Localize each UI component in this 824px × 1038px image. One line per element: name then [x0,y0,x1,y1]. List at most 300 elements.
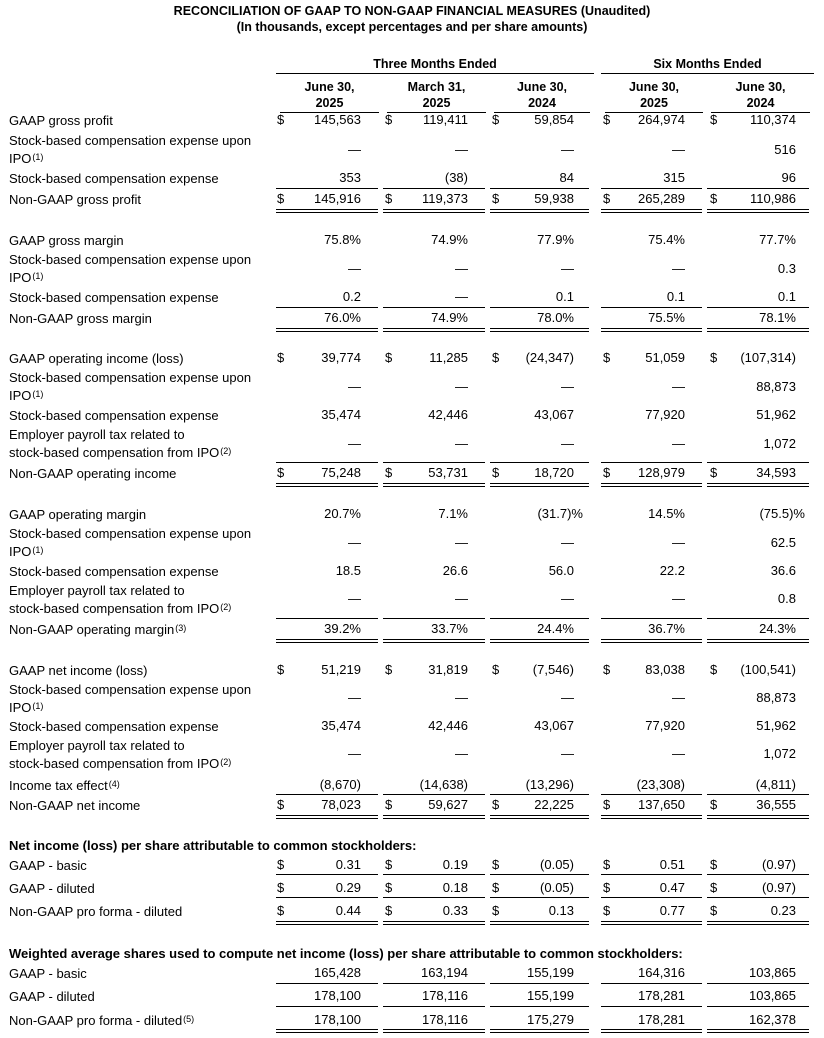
rule-line-double [276,924,378,925]
value-cell: 75.5% [648,310,685,325]
value-cell: 24.4% [537,621,574,636]
row-label-text: stock-based compensation from IPO [9,756,220,771]
value-cell: — [455,690,468,705]
row-label-two-line [9,582,271,618]
row-label-text: GAAP gross profit [9,113,113,128]
row-label-line1: Stock-based compensation expense upon [9,682,252,697]
column-header [494,79,590,113]
value-cell: (7,546) [532,662,574,677]
value-cell: 24.3% [759,621,796,636]
dollar-sign: $ [603,465,611,480]
value-cell: 516 [774,142,796,157]
value-cell: 353 [339,170,361,185]
value-cell: 36.7% [648,621,685,636]
rule-line-double [276,639,378,640]
value-cell: 1,072 [763,436,796,451]
row-label-text: GAAP - basic [9,858,87,873]
row-label-line2 [9,543,271,561]
row-label-text: stock-based compensation from IPO [9,601,220,616]
value-cell: — [455,535,468,550]
rule-line [276,983,378,984]
rule-line-double [707,642,809,643]
dollar-sign: $ [492,662,500,677]
rule-line [383,462,485,463]
row-label-text: GAAP - basic [9,966,87,981]
rule-line [276,1006,378,1007]
value-cell: 18.5 [335,563,361,578]
value-cell: — [348,746,361,761]
rule-line-double [276,1032,378,1033]
dollar-sign: $ [277,112,285,127]
row-label [9,857,271,875]
rule-line [601,188,702,189]
value-cell: 265,289 [638,191,685,206]
rule-line-double [490,331,589,332]
value-cell: 42,446 [428,718,468,733]
value-cell: 145,916 [314,191,361,206]
dollar-sign: $ [603,191,611,206]
rule-line-double [490,815,589,816]
value-cell: 0.33 [442,903,468,918]
rule-line-double [383,483,485,484]
rule-line-double [707,486,809,487]
value-cell: 11,285 [429,350,468,365]
value-cell: — [455,379,468,394]
dollar-sign: $ [603,880,611,895]
row-label-text: GAAP operating income (loss) [9,351,184,366]
dollar-sign: $ [277,350,285,365]
value-cell: 0.51 [659,857,685,872]
value-cell: 96 [781,170,796,185]
value-cell: 35,474 [321,718,361,733]
rule-line-double [383,331,485,332]
value-cell: 178,116 [421,988,468,1003]
value-cell: 77.9% [537,232,574,247]
value-cell: 88,873 [756,690,796,705]
footnote-marker: (1) [32,389,44,399]
dollar-sign: $ [385,465,393,480]
value-cell: 43,067 [534,718,574,733]
value-cell: 51,962 [756,718,796,733]
dollar-sign: $ [277,662,285,677]
value-cell: — [561,261,574,276]
rule-line-double [490,921,589,922]
rule-line-double [383,642,485,643]
row-label [9,232,271,250]
column-header-line2: 2025 [422,96,451,110]
value-cell: 103,865 [749,988,796,1003]
column-header-line1: June 30, [735,80,786,94]
dollar-sign: $ [492,857,500,872]
dollar-sign: $ [710,350,718,365]
value-cell: 53,731 [428,465,468,480]
value-cell: 178,281 [638,1012,685,1027]
rule-line-double [490,1032,589,1033]
rule-line-double [490,486,589,487]
rule-line-double [490,209,589,210]
rule-line [601,307,702,308]
value-cell: — [348,535,361,550]
value-cell: 110,374 [749,112,796,127]
dollar-sign: $ [492,797,500,812]
rule-line-double [276,818,378,819]
dollar-sign: $ [492,880,500,895]
row-label-text: Non-GAAP operating income [9,466,177,481]
rule-line-double [383,1032,485,1033]
rule-line-double [707,328,809,329]
value-cell: 77,920 [645,407,685,422]
row-label-text: IPO [9,151,32,166]
row-label-text: stock-based compensation from IPO [9,445,220,460]
rule-line [276,618,378,619]
footnote-marker: (1) [32,701,44,711]
dollar-sign: $ [385,880,393,895]
row-label-text: Stock-based compensation expense [9,564,219,579]
value-cell: 59,854 [534,112,574,127]
group-header-six-months: Six Months Ended [601,57,814,74]
value-cell: 77.7% [759,232,796,247]
value-cell: 0.18 [442,880,468,895]
report-title: RECONCILIATION OF GAAP TO NON-GAAP FINANCIAL MEASURES (Unaudited) [173,4,651,18]
value-cell: 0.47 [659,880,685,895]
rule-line-double [707,1032,809,1033]
value-cell: (38) [444,170,468,185]
group-header-three-months: Three Months Ended [276,57,594,74]
value-cell: 155,199 [527,988,574,1003]
value-cell: 0.77 [659,903,685,918]
rule-line [276,897,378,898]
value-cell: — [455,746,468,761]
footnote-marker: (2) [220,446,232,456]
rule-line [383,1006,485,1007]
row-label-text: IPO [9,388,32,403]
rule-line-double [601,818,702,819]
value-cell: 7.1% [438,506,468,521]
value-cell: — [348,142,361,157]
rule-line-double [276,921,378,922]
row-label-line2 [9,269,271,287]
column-header-line1: June 30, [628,80,680,94]
rule-line [707,462,809,463]
rule-line-double [490,212,589,213]
value-cell: (4,811) [755,777,796,792]
row-label-line1: Stock-based compensation expense upon [9,526,252,541]
dollar-sign: $ [277,857,285,872]
rule-line [490,897,589,898]
row-label [9,407,271,425]
dollar-sign: $ [710,112,718,127]
dollar-sign: $ [603,662,611,677]
column-header-line2: 2024 [528,96,556,110]
value-cell: (100,541) [740,662,796,677]
dollar-sign: $ [603,112,611,127]
value-cell: 51,059 [645,350,685,365]
dollar-sign: $ [710,857,718,872]
value-cell: 22.2 [659,563,685,578]
value-cell: 315 [663,170,685,185]
dollar-sign: $ [385,191,393,206]
value-cell: 51,219 [321,662,361,677]
rule-line-double [707,483,809,484]
value-cell: 26.6 [442,563,468,578]
rule-line-double [707,1029,809,1030]
row-label-line2 [9,444,271,462]
value-cell: (31.7)% [537,506,583,521]
row-label-line2 [9,600,271,618]
value-cell: 74.9% [431,310,468,325]
rule-line-double [383,818,485,819]
value-cell: 0.3 [777,261,796,276]
row-label [9,662,271,680]
rule-line [707,983,809,984]
value-cell: — [348,436,361,451]
value-cell: (24,347) [525,350,574,365]
rule-line-double [601,642,702,643]
dollar-sign: $ [710,797,718,812]
row-label-text: IPO [9,270,32,285]
row-label-two-line [9,369,271,405]
rule-line-double [276,212,378,213]
row-label [9,797,271,815]
value-cell: 103,865 [749,965,796,980]
rule-line [276,188,378,189]
rule-line-double [276,209,378,210]
value-cell: 0.2 [342,289,361,304]
rule-line-double [707,209,809,210]
value-cell: — [672,591,685,606]
rule-line [707,1006,809,1007]
section-heading-eps: Net income (loss) per share attributable to common stockholders: [9,838,417,853]
rule-line [601,462,702,463]
dollar-sign: $ [277,191,285,206]
rule-line [707,897,809,898]
rule-line-double [383,921,485,922]
rule-line [601,874,702,875]
value-cell: 0.31 [335,857,361,872]
value-cell: — [561,535,574,550]
value-cell: 78.1% [759,310,796,325]
rule-line [601,794,702,795]
value-cell: — [348,591,361,606]
column-header-line2: 2024 [746,96,775,110]
row-label [9,777,271,795]
dollar-sign: $ [277,797,285,812]
value-cell: 76.0% [324,310,361,325]
value-cell: 164,316 [638,965,685,980]
rule-line-double [707,212,809,213]
value-cell: 0.1 [555,289,574,304]
rule-line-double [707,921,809,922]
value-cell: — [561,591,574,606]
dollar-sign: $ [385,112,393,127]
value-cell: 33.7% [431,621,468,636]
value-cell: 84 [559,170,574,185]
footnote-marker: (1) [32,152,44,162]
rule-line [276,794,378,795]
value-cell: 39.2% [324,621,361,636]
row-label-two-line [9,737,271,773]
value-cell: (0.97) [762,880,796,895]
dollar-sign: $ [385,350,393,365]
value-cell: — [561,746,574,761]
value-cell: — [348,690,361,705]
value-cell: 175,279 [527,1012,574,1027]
rule-line-double [490,924,589,925]
dollar-sign: $ [603,350,611,365]
footnote-marker: (4) [108,779,120,789]
rule-line-double [276,331,378,332]
value-cell: 59,627 [428,797,468,812]
value-cell: — [672,261,685,276]
value-cell: 75.8% [324,232,361,247]
row-label [9,563,271,581]
rule-line [490,794,589,795]
rule-line-double [490,1029,589,1030]
rule-line [383,794,485,795]
rule-line-double [707,815,809,816]
rule-line-double [601,328,702,329]
value-cell: (0.97) [762,857,796,872]
value-cell: 83,038 [645,662,685,677]
rule-line [707,794,809,795]
row-label-text: IPO [9,544,32,559]
value-cell: 36,555 [756,797,796,812]
dollar-sign: $ [492,903,500,918]
dollar-sign: $ [710,880,718,895]
column-header-line1: June 30, [516,80,568,94]
row-label-text: Non-GAAP pro forma - diluted [9,904,183,919]
rule-line [276,874,378,875]
value-cell: 75.4% [648,232,685,247]
rule-line-double [383,815,485,816]
rule-line-double [601,209,702,210]
dollar-sign: $ [710,191,718,206]
value-cell: 18,720 [534,465,574,480]
value-cell: 0.23 [770,903,796,918]
footnote-marker: (2) [220,757,232,767]
row-label-line2 [9,699,271,717]
rule-line-double [601,486,702,487]
row-label-text: Stock-based compensation expense [9,171,219,186]
row-label-text: Non-GAAP pro forma - diluted [9,1013,183,1028]
rule-line-double [276,1029,378,1030]
value-cell: 0.1 [777,289,796,304]
row-label [9,880,271,898]
value-cell: 128,979 [638,465,685,480]
rule-line [707,874,809,875]
rule-line [601,618,702,619]
row-label-line1: Stock-based compensation expense upon [9,133,252,148]
value-cell: — [672,142,685,157]
dollar-sign: $ [277,880,285,895]
value-cell: — [455,142,468,157]
value-cell: 155,199 [527,965,574,980]
value-cell: 36.6 [770,563,796,578]
rule-line [490,307,589,308]
rule-line [601,1006,702,1007]
rule-line-double [383,639,485,640]
row-label-line2 [9,755,271,773]
row-label [9,465,271,483]
value-cell: — [455,436,468,451]
dollar-sign: $ [710,662,718,677]
value-cell: 51,962 [756,407,796,422]
value-cell: — [672,379,685,394]
value-cell: — [455,261,468,276]
row-label [9,310,271,328]
row-label-line1: Employer payroll tax related to [9,427,185,442]
rule-line-double [601,212,702,213]
rule-line [276,307,378,308]
rule-line-double [383,1029,485,1030]
rule-line-double [383,212,485,213]
row-label [9,1012,271,1030]
value-cell: 0.29 [335,880,361,895]
value-cell: (8,670) [319,777,361,792]
row-label [9,112,271,130]
value-cell: 43,067 [534,407,574,422]
value-cell: 20.7% [324,506,361,521]
value-cell: 75,248 [321,465,361,480]
column-header-line1: June 30, [304,80,355,94]
rule-line [490,462,589,463]
dollar-sign: $ [492,465,500,480]
dollar-sign: $ [492,350,500,365]
value-cell: 178,116 [421,1012,468,1027]
row-label-text: Non-GAAP gross margin [9,311,152,326]
dollar-sign: $ [710,903,718,918]
value-cell: (14,638) [419,777,468,792]
dollar-sign: $ [385,857,393,872]
row-label-two-line [9,525,271,561]
dollar-sign: $ [603,903,611,918]
row-label-text: Stock-based compensation expense [9,290,219,305]
row-label-text: GAAP operating margin [9,507,147,522]
row-label [9,903,271,921]
row-label [9,289,271,307]
value-cell: 119,411 [422,112,468,127]
value-cell: — [672,690,685,705]
dollar-sign: $ [603,797,611,812]
dollar-sign: $ [710,465,718,480]
row-label-line1: Stock-based compensation expense upon [9,370,252,385]
section-heading-shares: Weighted average shares used to compute net income (loss) per share attributable to common stockholders: [9,946,683,961]
row-label-text: Non-GAAP gross profit [9,192,141,207]
value-cell: (23,308) [636,777,685,792]
value-cell: 0.8 [777,591,796,606]
rule-line-double [601,639,702,640]
rule-line [276,462,378,463]
report-subtitle: (In thousands, except percentages and per share amounts) [236,20,588,34]
value-cell: 165,428 [314,965,361,980]
rule-line [383,618,485,619]
rule-line-double [707,331,809,332]
value-cell: 110,986 [749,191,796,206]
rule-line [707,307,809,308]
rule-line [383,897,485,898]
rule-line [490,188,589,189]
rule-line [383,874,485,875]
row-label-line2 [9,387,271,405]
value-cell: 34,593 [756,465,796,480]
rule-line [490,1006,589,1007]
row-label-line1: Employer payroll tax related to [9,738,185,753]
rule-line-double [276,486,378,487]
rule-line [383,983,485,984]
row-label [9,506,271,524]
footnote-marker: (1) [32,545,44,555]
dollar-sign: $ [603,857,611,872]
